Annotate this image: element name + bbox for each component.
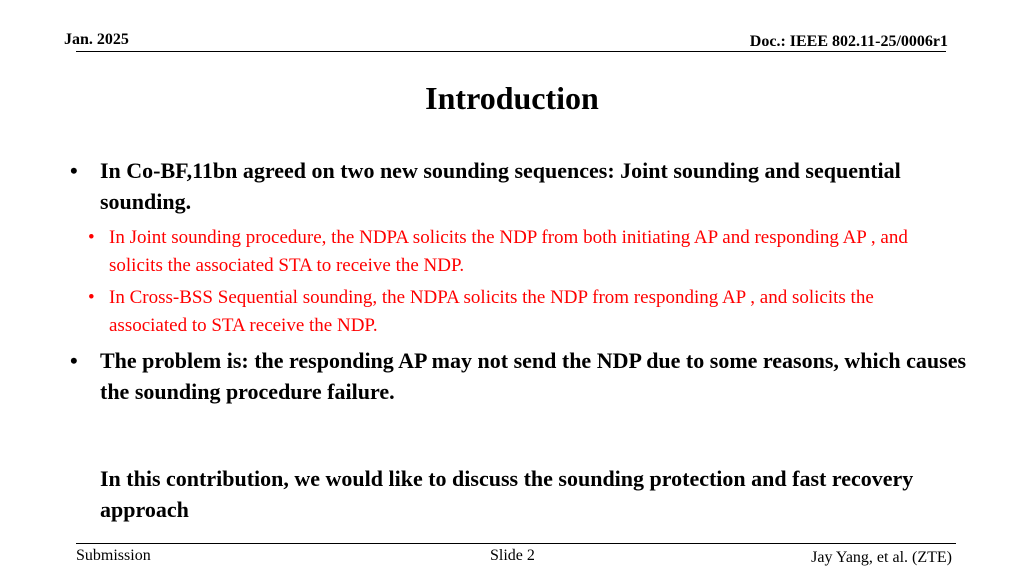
sub-bullet-item bbox=[88, 284, 948, 340]
footer-submission: Submission bbox=[76, 547, 151, 564]
footer-divider bbox=[76, 543, 956, 544]
bullet-text: In Co-BF,11bn agreed on two new sounding sequences: Joint sounding and sequential sounding. bbox=[100, 158, 901, 214]
bullet-item bbox=[70, 345, 970, 407]
bullet-marker: • bbox=[70, 348, 78, 373]
bullet-marker: • bbox=[70, 158, 78, 183]
sub-bullet-item bbox=[88, 224, 948, 280]
sub-bullet-text: In Cross-BSS Sequential sounding, the NDPA solicits the NDP from responding AP , and solicits the associated to STA receive the NDP. bbox=[109, 287, 874, 336]
header-divider bbox=[76, 51, 946, 52]
slide-title: Introduction bbox=[425, 80, 599, 116]
header-date: Jan. 2025 bbox=[64, 31, 129, 48]
sub-bullet-marker: • bbox=[88, 287, 95, 308]
bullet-text: The problem is: the responding AP may not send the NDP due to some reasons, which causes the sounding procedure failure. bbox=[100, 348, 967, 404]
footer-slide-number: Slide 2 bbox=[490, 547, 535, 564]
sub-bullet-marker: • bbox=[88, 227, 95, 248]
sub-bullet-text: In Joint sounding procedure, the NDPA solicits the NDP from both initiating AP and responding AP , and solicits the associated STA to receive the NDP. bbox=[109, 227, 908, 276]
contribution-paragraph: In this contribution, we would like to discuss the sounding protection and fast recovery approach bbox=[100, 466, 914, 522]
bullet-item bbox=[70, 155, 960, 217]
footer-author: Jay Yang, et al. (ZTE) bbox=[811, 549, 952, 566]
header-doc-id: Doc.: IEEE 802.11-25/0006r1 bbox=[749, 33, 948, 50]
